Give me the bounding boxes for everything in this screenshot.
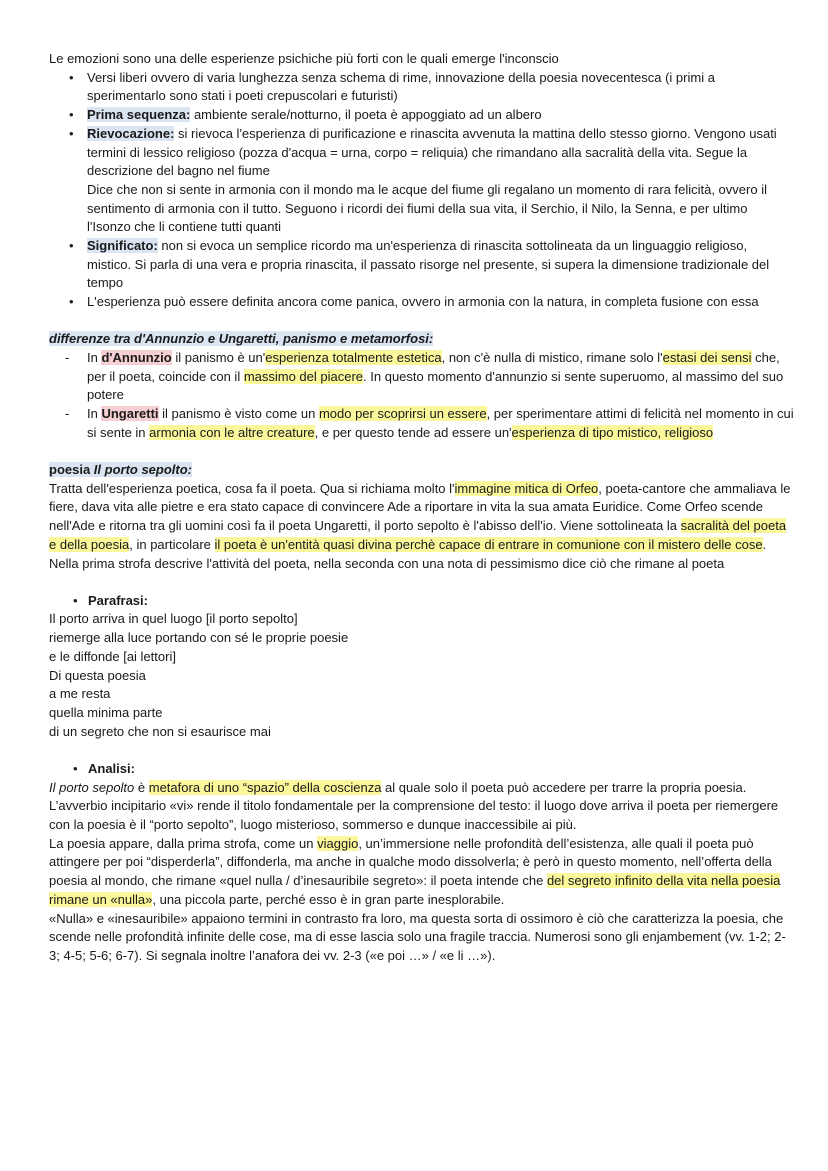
- heading-title: Il porto sepolto:: [93, 462, 193, 478]
- bullet-text: non si evoca un semplice ricordo ma un'esperienza di rinascita sottolineata da un linguaggio religioso, mistico. Si parla di una vera e propria rinascita, il passato risorge nel presente, si supera la dimensione tradizionale del tempo: [87, 238, 770, 291]
- bullet-label: Prima sequenza:: [87, 107, 191, 123]
- analisi-paragraph: [49, 779, 794, 966]
- highlight: viaggio: [317, 835, 359, 851]
- section-heading-porto-sepolto: [49, 461, 794, 480]
- highlight: esperienza di tipo mistico, religioso: [511, 424, 714, 440]
- text: al quale solo il poeta può accedere per trarre la propria poesia. L’avverbio incipitario «vi» rende il titolo fondamentale per la comprensione del testo: il luogo dove arriva il poeta per riemergere con la poesia è il “porto sepolto”, luogo misterioso, sommerso e dunque inaccessibile ai più.: [49, 779, 779, 833]
- highlight: il poeta è un'entità quasi divina perchè capace di entrare in comunione con il mistero delle cose: [214, 536, 763, 552]
- text: , in particolare: [129, 536, 215, 552]
- analisi-label: Analisi:: [88, 760, 135, 776]
- parafrasi-line: di un segreto che non si esaurisce mai: [49, 723, 271, 739]
- bullet-text: Versi liberi ovvero di varia lunghezza senza schema di rime, innovazione della poesia novecentesca (i primi a sperimentarlo sono stati i poeti crepuscolari e futuristi): [87, 69, 715, 104]
- dash-list-differences: [49, 349, 794, 443]
- bullet-text-continuation: Dice che non si sente in armonia con il mondo ma le acque del fiume gli regalano un momento di rara felicità, ovvero il sentimento di armonia con il tutto. Seguono i ricordi dei fiumi della sua vita, il Serchio, il Nilo, la Senna, e per ultimo l'Isonzo che li contiene tutti quanti: [87, 181, 767, 235]
- text: . In questo momento d'annunzio si sente superuomo, al massimo del suo potere: [87, 368, 784, 403]
- text: Tratta dell'esperienza poetica, cosa fa il poeta. Qua si richiama molto l': [49, 480, 455, 496]
- parafrasi-line: Il porto arriva in quel luogo [il porto sepolto]: [49, 611, 298, 627]
- text: , per sperimentare attimi di felicità nel momento in cui si sente in: [87, 406, 794, 440]
- bullet-list-poem-structure: [49, 69, 794, 312]
- text: il panismo è un': [171, 350, 266, 366]
- parafrasi-lines: [49, 610, 794, 741]
- list-item: [87, 293, 794, 312]
- text: La poesia appare, dalla prima strofa, come un: [49, 835, 318, 851]
- parafrasi-line: e le diffonde [ai lettori]: [49, 648, 176, 664]
- bullet-dot: •: [73, 760, 78, 776]
- highlight: massimo del piacere: [243, 368, 364, 384]
- parafrasi-line: a me resta: [49, 686, 111, 702]
- parafrasi-line: riemerge alla luce portando con sé le proprie poesie: [49, 630, 349, 646]
- bullet-dot: •: [73, 592, 78, 608]
- porto-sepolto-paragraph: [49, 480, 794, 574]
- parafrasi-line: quella minima parte: [49, 705, 163, 720]
- text: , poeta-cantore che ammaliava le fiere, dava vita alle pietre e era stato capace di convincere Ade a riportare in vita la sua amata Euridice. Come Orfeo scende nell'Ade e ritorna tra gli uomini così fa il poeta Ungaretti, il porto sepolto è l'abisso dell'io. Viene sottolineata la: [49, 480, 791, 534]
- parafrasi-label: Parafrasi:: [88, 592, 148, 608]
- bullet-text: si rievoca l'esperienza di purificazione e rinascita avvenuta la mattina dello stesso giorno. Vengono usati termini di lessico religioso (pozza d'acqua = urna, corpo = reliquia) che rimandano alla sacralità della vita. Segue la descrizione del bagno nel fiume: [87, 125, 777, 179]
- list-item: [87, 125, 794, 237]
- highlight: sacralità del poeta e della poesia: [49, 518, 787, 552]
- text: . Nella prima strofa descrive l'attività del poeta, nella seconda con una nota di pessimismo dice ciò che rimane al poeta: [49, 536, 767, 571]
- list-item: [87, 106, 794, 125]
- highlight: esperienza totalmente estetica: [265, 350, 442, 366]
- heading-text: differenze tra d'Annunzio e Ungaretti, panismo e metamorfosi:: [49, 331, 434, 347]
- text: , e per questo tende ad essere un': [314, 424, 512, 440]
- document-body: [49, 50, 794, 966]
- text: , un’immersione nelle profondità dell’esistenza, alle quali il poeta può attingere per poi “disperderla”, diffonderla, ma anche in qualche modo dissolverla; è però in questo momento, nell’offerta della poesia al mondo, che rimane «quel nulla / d’inesauribile segreto»: il poeta intende che: [49, 835, 772, 889]
- intro-line: Le emozioni sono una delle esperienze psichiche più forti con le quali emerge l'inconscio: [49, 51, 559, 66]
- bullet-text: ambiente serale/notturno, il poeta è appoggiato ad un albero: [190, 107, 542, 123]
- highlight: metafora di uno “spazio” della coscienza: [148, 779, 382, 795]
- highlight: estasi dei sensi: [662, 350, 752, 366]
- parafrasi-heading: [73, 592, 794, 611]
- parafrasi-line: Di questa poesia: [49, 667, 146, 683]
- heading-text: poesia: [49, 462, 94, 478]
- highlight: immagine mitica di Orfeo: [454, 480, 599, 496]
- text: «Nulla» e «inesauribile» appaiono termini in contrasto fra loro, ma questa sorta di ossimoro è ciò che caratterizza la poesia, che scende nelle profondità infinite delle cose, ma di esse lascia solo una fragile traccia. Numerosi sono gli enjambement (vv. 1-2; 2-3; 4-5; 5-6; 6-7). Si segnala inoltre l’anafora dei vv. 2-3 («e poi …» / «e li …»).: [49, 910, 786, 963]
- poem-title: Il porto sepolto: [49, 779, 135, 795]
- text: In: [87, 350, 102, 366]
- list-item: [87, 349, 794, 405]
- text: , non c'è nulla di mistico, rimane solo l': [441, 350, 663, 366]
- list-item: [87, 237, 794, 293]
- text: , una piccola parte, perché esso è in gran parte inesplorabile.: [152, 891, 505, 907]
- text: il panismo è visto come un: [158, 406, 319, 422]
- author-name-ungaretti: Ungaretti: [101, 406, 159, 422]
- bullet-label: Significato:: [87, 238, 158, 254]
- list-item: [87, 69, 794, 106]
- highlight: armonia con le altre creature: [149, 424, 315, 440]
- text: che, per il poeta, coincide con il: [87, 350, 780, 384]
- bullet-label: Rievocazione:: [87, 125, 175, 141]
- highlight: del segreto infinito della vita nella poesia rimane un «nulla»: [49, 873, 781, 907]
- text: In: [87, 406, 102, 422]
- highlight: modo per scoprirsi un essere: [318, 406, 487, 422]
- text: è: [134, 779, 149, 795]
- bullet-text: L'esperienza può essere definita ancora come panica, ovvero in armonia con la natura, in completa fusione con essa: [87, 294, 759, 310]
- list-item: [87, 405, 794, 442]
- section-heading-panismo: [49, 330, 794, 349]
- analisi-heading: [73, 760, 794, 779]
- author-name-dannunzio: d'Annunzio: [101, 350, 172, 366]
